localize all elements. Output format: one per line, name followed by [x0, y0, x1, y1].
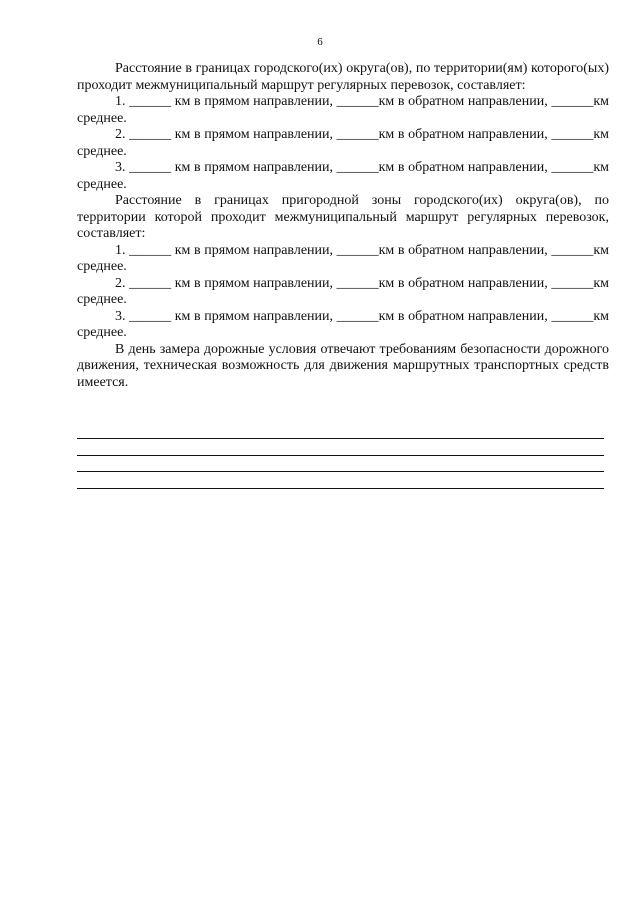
- blank-lines: [77, 438, 604, 504]
- suburban-distance-intro: Расстояние в границах пригородной зоны городского(их) округа(ов), по территории которой проходит межмуниципальный маршрут регулярных перевозок, составляет:: [77, 193, 609, 241]
- blank-line-3: [77, 471, 604, 472]
- urban-distance-item-3: 3. ______ км в прямом направлении, ______км в обратном направлении, ______км среднее.: [77, 160, 609, 192]
- suburban-distance-item-1: 1. ______ км в прямом направлении, ______км в обратном направлении, ______км среднее.: [77, 242, 609, 274]
- blank-line-2: [77, 455, 604, 456]
- suburban-distance-item-2: 2. ______ км в прямом направлении, ______км в обратном направлении, ______км среднее.: [77, 275, 609, 307]
- suburban-distance-item-3: 3. ______ км в прямом направлении, ______км в обратном направлении, ______км среднее.: [77, 308, 609, 340]
- document-body: [77, 61, 609, 391]
- blank-line-4: [77, 488, 604, 489]
- page-number: 6: [317, 36, 323, 48]
- urban-distance-item-2: 2. ______ км в прямом направлении, ______км в обратном направлении, ______км среднее.: [77, 127, 609, 159]
- urban-distance-item-1: 1. ______ км в прямом направлении, ______км в обратном направлении, ______км среднее.: [77, 94, 609, 126]
- urban-distance-intro: Расстояние в границах городского(их) округа(ов), по территории(ям) которого(ых) проходит межмуниципальный маршрут регулярных перевозок, составляет:: [77, 61, 609, 93]
- road-conditions-paragraph: В день замера дорожные условия отвечают требованиям безопасности дорожного движения, техническая возможность для движения маршрутных транспортных средств имеется.: [77, 341, 609, 390]
- blank-line-1: [77, 438, 604, 439]
